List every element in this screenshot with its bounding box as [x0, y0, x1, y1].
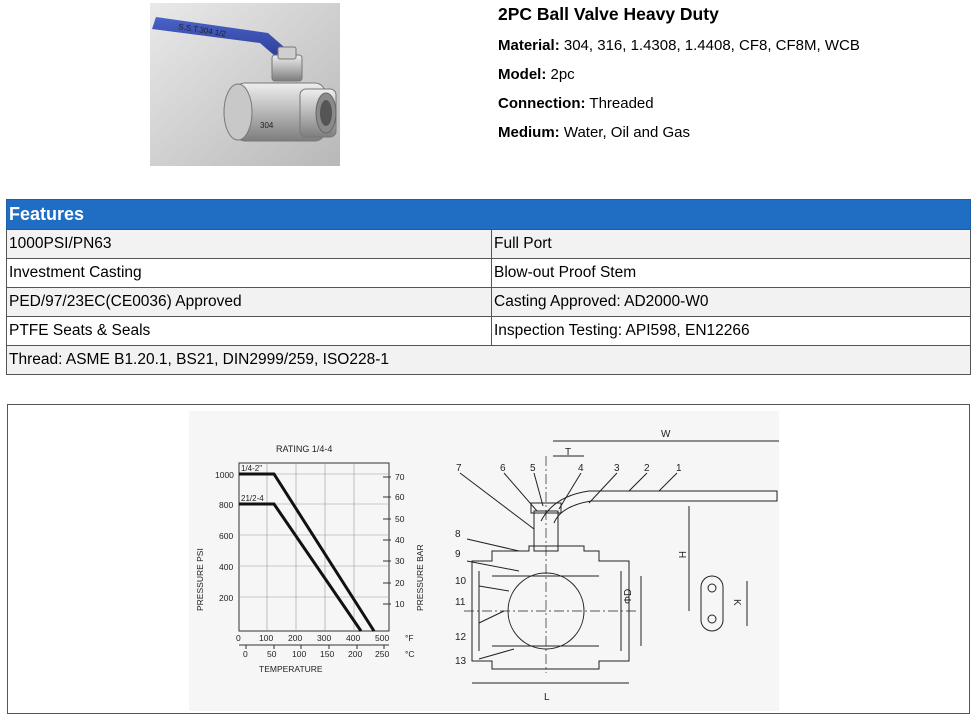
series-label: 21/2-4: [241, 494, 264, 503]
psi-tick: 600: [219, 531, 234, 541]
dimension-label: L: [544, 692, 550, 703]
photo-handle-text: S.S.T.304 1/2: [177, 22, 227, 39]
part-number: 11: [455, 597, 466, 608]
table-cell: Investment Casting: [7, 259, 492, 288]
c-tick: 200: [348, 649, 363, 659]
dimension-label: ΦD: [623, 588, 634, 604]
part-number: 13: [455, 656, 467, 667]
spec-model: [498, 60, 860, 89]
table-row: [7, 346, 971, 375]
part-number: 8: [455, 529, 461, 540]
spec-material: [498, 31, 860, 60]
spec-value: 2pc: [550, 66, 575, 83]
table-cell: Thread: ASME B1.20.1, BS21, DIN2999/259, ISO228-1: [7, 346, 971, 375]
c-tick: 50: [267, 649, 277, 659]
part-number: 7: [456, 463, 462, 474]
psi-tick: 1000: [215, 470, 234, 480]
part-number: 6: [500, 463, 506, 474]
spec-label: Material:: [498, 37, 560, 54]
photo-body-text: 304: [260, 121, 274, 130]
bar-tick: 60: [395, 492, 405, 502]
dimension-label: T: [565, 447, 572, 458]
spec-label: Connection:: [498, 95, 586, 112]
part-number: 4: [578, 463, 584, 474]
table-row: [7, 288, 971, 317]
technical-drawing: [189, 411, 779, 711]
spec-value: Threaded: [589, 95, 654, 112]
spec-value: Water, Oil and Gas: [563, 124, 691, 141]
temperature-axis-label: TEMPERATURE: [259, 664, 323, 674]
spec-label: Model:: [498, 66, 547, 83]
dimension-label: K: [731, 599, 742, 606]
table-row: [7, 230, 971, 259]
bar-tick: 40: [395, 535, 405, 545]
c-unit: °C: [405, 649, 415, 659]
psi-tick: 800: [219, 500, 234, 510]
table-cell: Inspection Testing: API598, EN12266: [492, 317, 971, 346]
part-number: 3: [614, 463, 620, 474]
product-info: [498, 4, 860, 147]
part-number: 10: [455, 576, 467, 587]
part-number: 1: [676, 463, 682, 474]
spec-label: Medium:: [498, 124, 560, 141]
table-cell: PED/97/23EC(CE0036) Approved: [7, 288, 492, 317]
features-header: Features: [7, 200, 971, 230]
series-label: 1/4-2": [241, 464, 263, 473]
c-tick: 0: [243, 649, 248, 659]
part-number: 2: [644, 463, 650, 474]
dimension-label: W: [661, 429, 671, 440]
spec-medium: [498, 118, 860, 147]
bar-tick: 10: [395, 599, 405, 609]
f-unit: °F: [405, 633, 414, 643]
bar-axis-label: PRESSURE BAR: [415, 544, 425, 611]
bar-tick: 70: [395, 472, 405, 482]
bar-tick: 20: [395, 578, 405, 588]
technical-drawing-box: [7, 404, 970, 714]
table-cell: Casting Approved: AD2000-W0: [492, 288, 971, 317]
f-tick: 500: [375, 633, 390, 643]
product-photo: [150, 3, 340, 166]
table-cell: Blow-out Proof Stem: [492, 259, 971, 288]
table-row: [7, 259, 971, 288]
c-tick: 150: [320, 649, 335, 659]
spec-connection: [498, 89, 860, 118]
rating-title: RATING 1/4-4: [276, 444, 333, 454]
bar-tick: 50: [395, 514, 405, 524]
psi-tick: 400: [219, 562, 234, 572]
spec-value: 304, 316, 1.4308, 1.4408, CF8, CF8M, WCB: [563, 37, 860, 54]
c-tick: 250: [375, 649, 390, 659]
table-cell: Full Port: [492, 230, 971, 259]
bar-tick: 30: [395, 556, 405, 566]
f-tick: 0: [236, 633, 241, 643]
dimension-label: H: [676, 551, 687, 559]
table-row: [7, 317, 971, 346]
f-tick: 300: [317, 633, 332, 643]
part-number: 12: [455, 632, 467, 643]
table-cell: 1000PSI/PN63: [7, 230, 492, 259]
c-tick: 100: [292, 649, 307, 659]
part-number: 9: [455, 549, 461, 560]
f-tick: 400: [346, 633, 361, 643]
psi-tick: 200: [219, 593, 234, 603]
product-title: 2PC Ball Valve Heavy Duty: [498, 4, 719, 24]
part-number: 5: [530, 463, 536, 474]
table-cell: PTFE Seats & Seals: [7, 317, 492, 346]
features-header-row: [7, 200, 971, 230]
features-table: [6, 199, 971, 375]
f-tick: 200: [288, 633, 303, 643]
psi-axis-label: PRESSURE PSI: [195, 548, 205, 611]
f-tick: 100: [259, 633, 274, 643]
